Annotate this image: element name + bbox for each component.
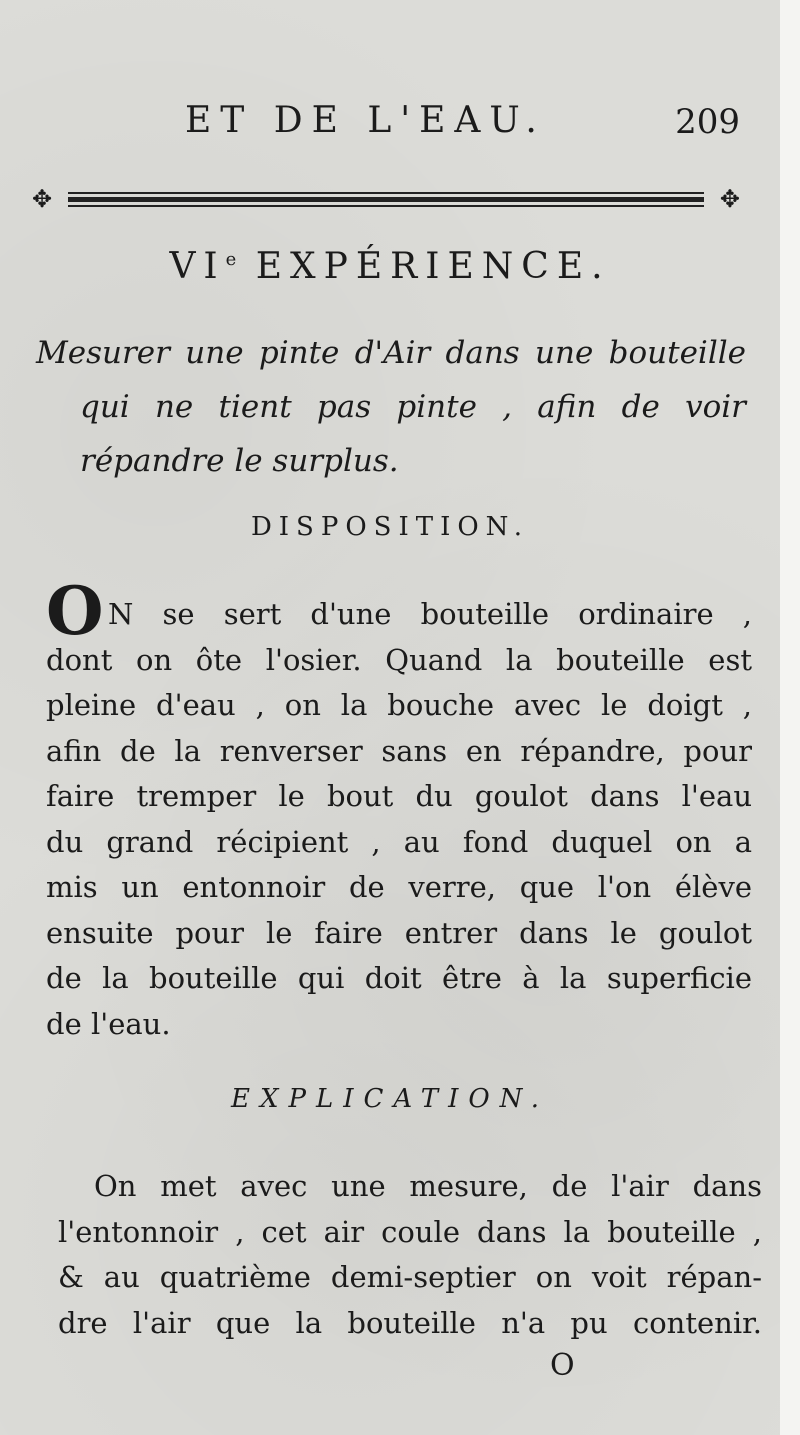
text-line: dre l'air que la bouteille n'a pu contenir. <box>58 1305 762 1340</box>
text-line: l'entonnoir , cet air coule dans la bouteille , <box>58 1214 762 1249</box>
experience-word: EXPÉRIENCE. <box>255 246 611 287</box>
experience-subtitle <box>36 326 746 488</box>
text-line <box>46 572 752 650</box>
catchword: O <box>550 1348 575 1383</box>
text-line: faire tremper le bout du goulot dans l'eau <box>46 779 752 813</box>
header-ornament-rule <box>32 185 740 214</box>
text-line: de l'eau. <box>46 1006 171 1041</box>
text-line: du grand récipient , au fond duquel on a <box>46 824 752 859</box>
subtitle-line: qui ne tient pas pinte , afin de voir <box>80 389 746 425</box>
text-line: dont on ôte l'osier. Quand la bouteille est <box>46 642 752 677</box>
disposition-heading: DISPOSITION. <box>250 512 530 542</box>
ornament-bars <box>68 192 704 210</box>
text-line: & au quatrième demi-septier on voit répan- <box>58 1260 762 1294</box>
text-line: de la bouteille qui doit être à la superficie <box>46 961 752 995</box>
text-line: ensuite pour le faire entrer dans le goulot <box>46 915 752 950</box>
experience-suffix: e <box>225 249 237 270</box>
text-line: On met avec une mesure, de l'air dans <box>94 1169 762 1203</box>
page-number: 209 <box>675 102 740 142</box>
running-head: ET DE L'EAU. <box>185 100 546 141</box>
page-edge <box>780 0 800 1435</box>
fleuron-right-icon: ✥ <box>719 185 740 213</box>
text-line: mis un entonnoir de verre, que l'on élève <box>46 870 752 904</box>
drop-cap: O <box>46 572 104 650</box>
explication-heading: EXPLICATION. <box>230 1084 550 1114</box>
subtitle-line: répandre le surplus. <box>80 443 399 479</box>
text-line: pleine d'eau , on la bouche avec le doigt , <box>46 688 752 722</box>
disposition-paragraph <box>46 572 752 1047</box>
page-header <box>40 100 740 150</box>
subtitle-line: Mesurer une pinte d'Air dans une bouteille <box>36 335 746 371</box>
experience-title <box>0 246 780 287</box>
text-line-content: N se sert d'une bouteille ordinaire , <box>108 597 752 631</box>
fleuron-left-icon: ✥ <box>32 185 53 213</box>
experience-numeral: VI <box>169 246 226 287</box>
explication-paragraph <box>58 1164 762 1346</box>
text-line: afin de la renverser sans en répandre, pour <box>46 733 752 768</box>
